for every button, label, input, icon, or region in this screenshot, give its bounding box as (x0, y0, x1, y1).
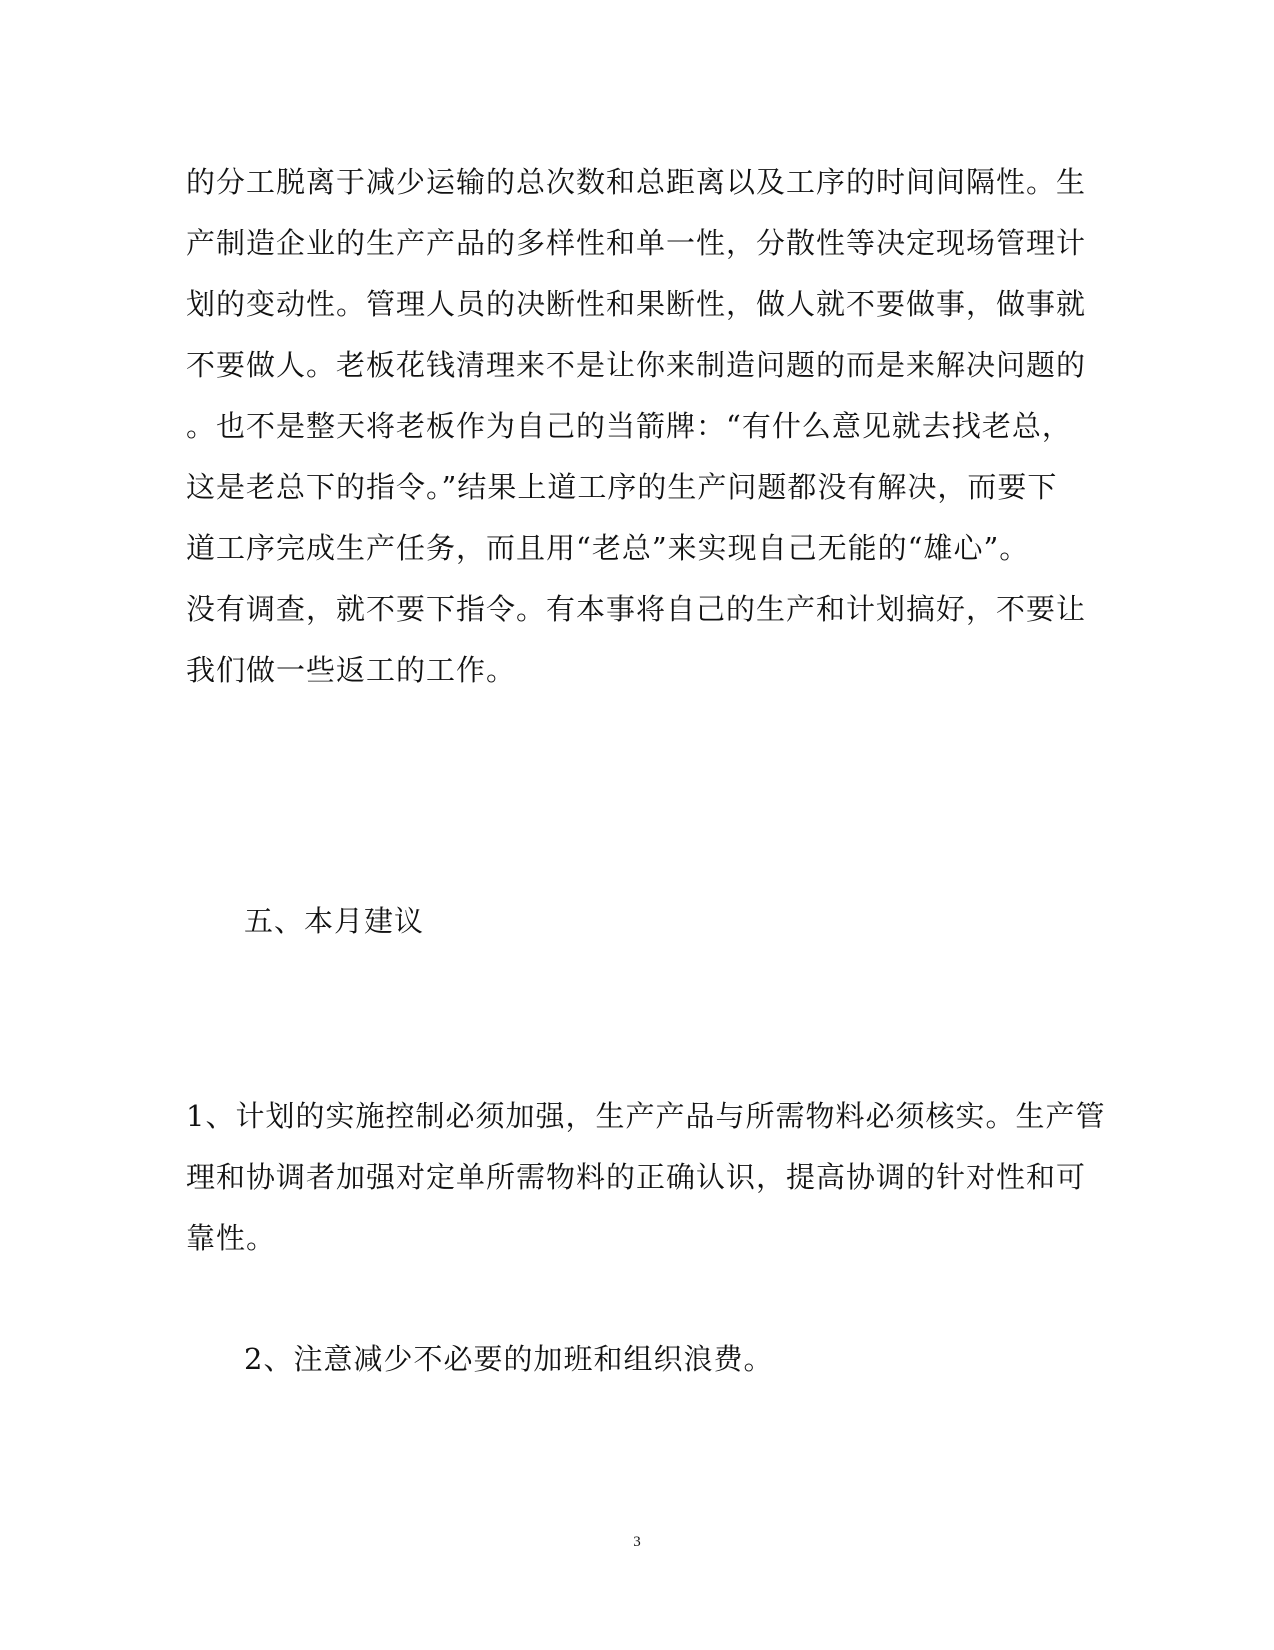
list-item-line: 1、计划的实施控制必须加强，生产产品与所需物料必须核实。生产管 (186, 1099, 1106, 1133)
paragraph-line: 这是老总下的指令。”结果上道工序的生产问题都没有解决，而要下 (186, 470, 1058, 504)
paragraph-line: 不要做人。老板花钱清理来不是让你来制造问题的而是来解决问题的 (186, 348, 1087, 382)
paragraph-line: 的分工脱离于减少运输的总次数和总距离以及工序的时间间隔性。生 (186, 165, 1087, 199)
section-heading: 五、本月建议 (244, 904, 425, 938)
list-item-line: 2、注意减少不必要的加班和组织浪费。 (244, 1342, 774, 1376)
paragraph-line: 我们做一些返工的工作。 (186, 653, 517, 687)
list-item-line: 靠性。 (186, 1221, 277, 1255)
page-number: 3 (633, 1534, 641, 1550)
paragraph-line: 没有调查，就不要下指令。有本事将自己的生产和计划搞好，不要让 (186, 592, 1087, 626)
paragraph-line: 。也不是整天将老板作为自己的当箭牌：“有什么意见就去找老总， (186, 409, 1072, 443)
paragraph-line: 划的变动性。管理人员的决断性和果断性，做人就不要做事，做事就 (186, 287, 1087, 321)
paragraph-line: 道工序完成生产任务，而且用“老总”来实现自己无能的“雄心”。 (186, 531, 1030, 565)
paragraph-line: 产制造企业的生产产品的多样性和单一性，分散性等决定现场管理计 (186, 226, 1087, 260)
list-item-line: 理和协调者加强对定单所需物料的正确认识，提高协调的针对性和可 (186, 1160, 1087, 1194)
